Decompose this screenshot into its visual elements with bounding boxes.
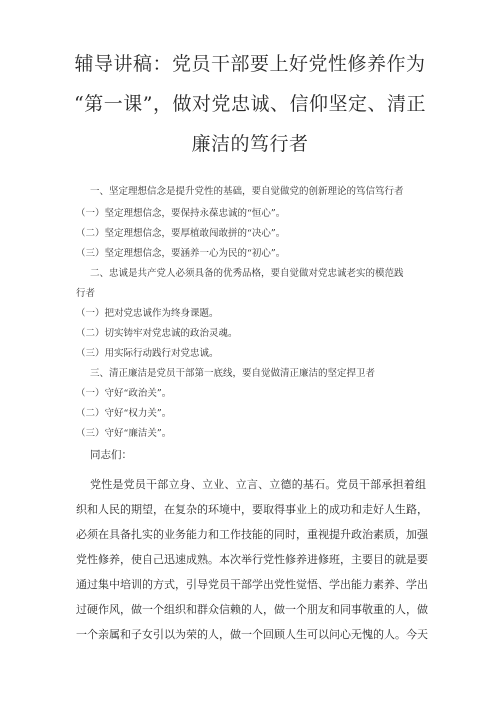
body-line: 党性修养，使自己迅速成熟。本次举行党性修养进修班，主要目的就是要	[76, 553, 428, 566]
body-line: 一个亲属和子女引以为荣的人，做一个回顾人生可以问心无愧的人。今天	[76, 628, 428, 641]
outline-section-2-heading: 二、忠诚是共产党人必须具备的优秀品格，要自觉做对党忠诚老实的模范践	[90, 268, 404, 279]
outline-section-1-heading: 一、坚定理想信念是提升党性的基础，要自觉做党的创新理论的笃信笃行者	[90, 186, 404, 197]
outline-item-3-3: （三）守好“廉洁关”。	[76, 428, 172, 439]
outline-item-2-3: （三）用实际行动践行对党忠诚。	[76, 348, 219, 359]
outline-item-2-1: （一）把对党忠诚作为终身课题。	[76, 308, 219, 319]
outline-item-3-2: （二）守好“权力关”。	[76, 408, 172, 419]
document-title-line-2: “第一课”，做对党忠诚、信仰坚定、清正	[74, 93, 426, 115]
body-line: 过硬作风，做一个组织和群众信赖的人，做一个朋友和同事敬重的人，做	[76, 603, 428, 616]
outline-section-2-heading-continued: 行者	[76, 288, 96, 299]
outline-item-2-2: （二）切实铸牢对党忠诚的政治灵魂。	[76, 328, 238, 339]
outline-item-1-1: （一）坚定理想信念，要保持永葆忠诚的“恒心”。	[76, 208, 286, 219]
greeting: 同志们：	[90, 449, 132, 461]
outline-item-1-2: （二）坚定理想信念，要厚植敢闯敢拼的“决心”。	[76, 228, 286, 239]
document-title-line-3: 廉洁的笃行者	[191, 133, 309, 155]
body-line: 必须在具备扎实的业务能力和工作技能的同时，重视提升政治素质，加强	[76, 528, 428, 541]
outline-item-1-3: （三）坚定理想信念，要涵养一心为民的“初心”。	[76, 248, 286, 259]
body-line: 织和人民的期望，在复杂的环境中，要取得事业上的成功和走好人生路，	[76, 503, 428, 516]
outline-section-3-heading: 三、清正廉洁是党员干部第一底线，要自觉做清正廉洁的坚定捍卫者	[90, 368, 376, 379]
outline-item-3-1: （一）守好“政治关”。	[76, 388, 172, 399]
body-line: 通过集中培训的方式，引导党员干部学出党性觉悟、学出能力素养、学出	[76, 578, 428, 591]
document-title-line-1: 辅导讲稿：党员干部要上好党性修养作为	[74, 53, 426, 75]
body-line: 党性是党员干部立身、立业、立言、立德的基石。党员干部承担着组	[90, 478, 426, 491]
